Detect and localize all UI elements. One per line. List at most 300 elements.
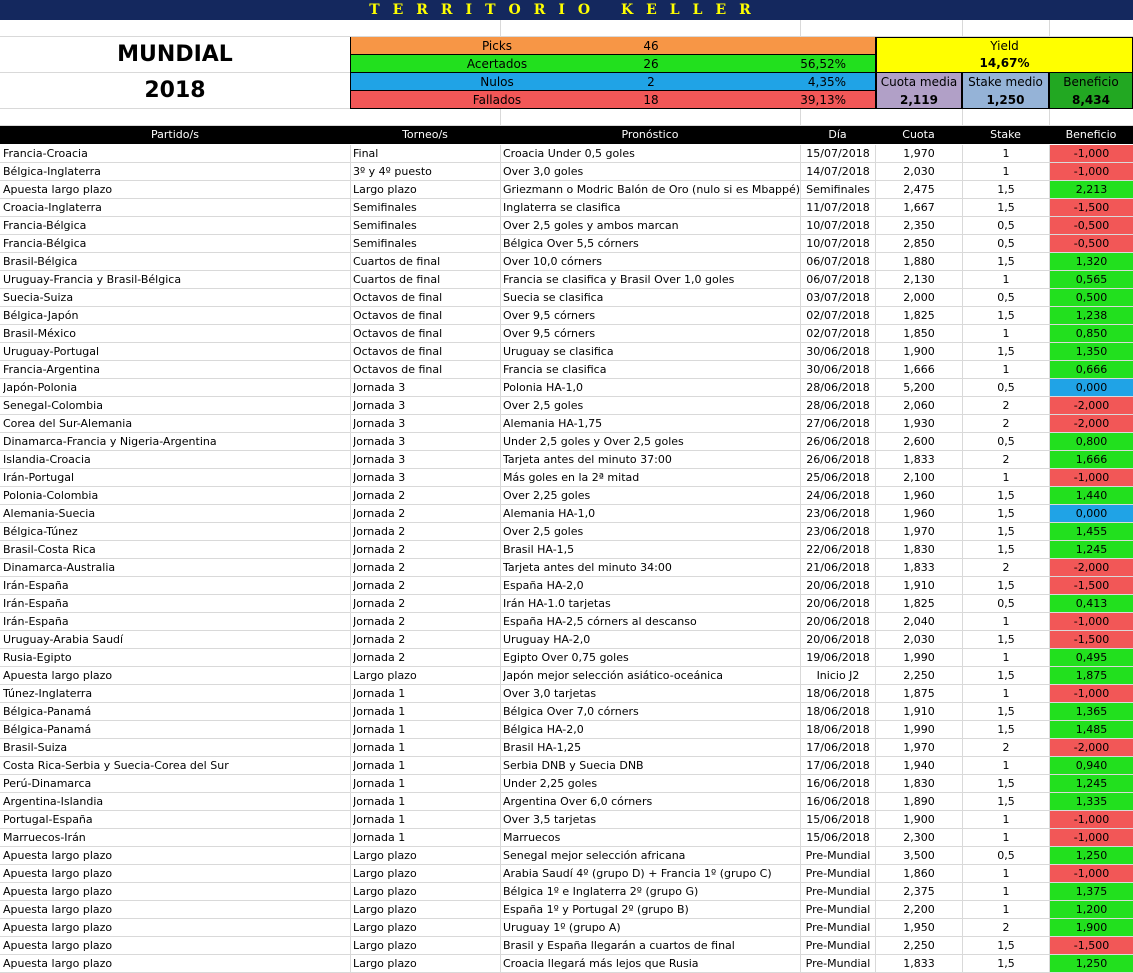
cell-divider <box>500 649 501 666</box>
prediction-cell: Japón mejor selección asiático-oceánica <box>503 669 724 682</box>
date-cell: 23/06/2018 <box>806 507 870 520</box>
prediction-cell: Under 2,5 goles y Over 2,5 goles <box>503 435 684 448</box>
cell-divider <box>350 577 351 594</box>
table-row <box>0 163 1133 181</box>
profit-cell: -1,500 <box>1050 937 1133 954</box>
cell-divider <box>500 253 501 270</box>
cell-divider <box>350 721 351 738</box>
date-cell: 26/06/2018 <box>806 435 870 448</box>
cell-divider <box>500 307 501 324</box>
stake-cell: 1,5 <box>997 669 1015 682</box>
cell-divider <box>500 739 501 756</box>
cell-divider <box>500 811 501 828</box>
tournament-cell: Jornada 1 <box>353 813 406 826</box>
cell-divider <box>350 595 351 612</box>
profit-cell: -1,000 <box>1050 829 1133 846</box>
stake-cell: 0,5 <box>997 597 1015 610</box>
column-header: Torneo/s <box>402 128 448 141</box>
tournament-cell: Jornada 1 <box>353 723 406 736</box>
stat-value: 1,250 <box>986 93 1025 107</box>
cell-divider <box>500 289 501 306</box>
prediction-cell: Croacia llegará más lejos que Rusia <box>503 957 699 970</box>
tournament-cell: Largo plazo <box>353 903 417 916</box>
cell-divider <box>350 613 351 630</box>
odds-cell: 2,350 <box>903 219 935 232</box>
cell-divider <box>350 433 351 450</box>
cell-divider <box>350 487 351 504</box>
cell-divider <box>500 595 501 612</box>
profit-cell: -1,000 <box>1050 163 1133 180</box>
table-row <box>0 559 1133 577</box>
date-cell: 10/07/2018 <box>806 237 870 250</box>
stake-cell: 0,5 <box>997 291 1015 304</box>
profit-cell: 1,375 <box>1050 883 1133 900</box>
match-cell: Francia-Bélgica <box>3 237 87 250</box>
column-header: Pronóstico <box>621 128 679 141</box>
odds-cell: 2,250 <box>903 939 935 952</box>
table-row <box>0 523 1133 541</box>
table-row <box>0 181 1133 199</box>
cell-divider <box>350 379 351 396</box>
date-cell: 18/06/2018 <box>806 723 870 736</box>
cell-divider <box>500 505 501 522</box>
prediction-cell: Bélgica HA-2,0 <box>503 723 584 736</box>
column-header: Día <box>828 128 847 141</box>
date-cell: 24/06/2018 <box>806 489 870 502</box>
profit-cell: -2,000 <box>1050 397 1133 414</box>
tournament-cell: Jornada 3 <box>353 453 406 466</box>
cell-divider <box>350 703 351 720</box>
prediction-cell: Alemania HA-1,0 <box>503 507 596 520</box>
date-cell: Pre-Mundial <box>805 921 871 934</box>
stake-cell: 1,5 <box>997 525 1015 538</box>
date-cell: Pre-Mundial <box>805 939 871 952</box>
stake-cell: 0,5 <box>997 219 1015 232</box>
table-row <box>0 595 1133 613</box>
cell-divider <box>500 145 501 162</box>
cell-divider <box>350 181 351 198</box>
prediction-cell: Irán HA-1.0 tarjetas <box>503 597 611 610</box>
page-subtitle-year: 2018 <box>144 78 206 103</box>
cell-divider <box>500 397 501 414</box>
prediction-cell: Arabia Saudí 4º (grupo D) + Francia 1º (grupo C) <box>503 867 772 880</box>
match-cell: Apuesta largo plazo <box>3 885 113 898</box>
table-row <box>0 883 1133 901</box>
stake-cell: 1,5 <box>997 777 1015 790</box>
tournament-cell: Cuartos de final <box>353 255 441 268</box>
prediction-cell: España HA-2,5 córners al descanso <box>503 615 697 628</box>
profit-cell: 2,213 <box>1050 181 1133 198</box>
stake-cell: 1,5 <box>997 705 1015 718</box>
profit-cell: 1,335 <box>1050 793 1133 810</box>
cell-divider <box>500 181 501 198</box>
table-row <box>0 631 1133 649</box>
tournament-cell: Largo plazo <box>353 957 417 970</box>
profit-cell: 1,245 <box>1050 775 1133 792</box>
profit-cell: -1,500 <box>1050 199 1133 216</box>
match-cell: Costa Rica-Serbia y Suecia-Corea del Sur <box>3 759 229 772</box>
prediction-cell: Francia se clasifica y Brasil Over 1,0 goles <box>503 273 735 286</box>
table-row <box>0 235 1133 253</box>
stake-cell: 0,5 <box>997 381 1015 394</box>
cell-divider <box>500 613 501 630</box>
yield-label: Yield <box>990 39 1019 53</box>
cell-divider <box>350 451 351 468</box>
tournament-cell: Octavos de final <box>353 363 443 376</box>
prediction-cell: Inglaterra se clasifica <box>503 201 621 214</box>
cell-divider <box>500 955 501 972</box>
match-cell: Túnez-Inglaterra <box>3 687 93 700</box>
match-cell: Marruecos-Irán <box>3 831 86 844</box>
cell-divider <box>350 883 351 900</box>
odds-cell: 2,060 <box>903 399 935 412</box>
cell-divider <box>350 541 351 558</box>
stake-cell: 0,5 <box>997 237 1015 250</box>
prediction-cell: Uruguay se clasifica <box>503 345 614 358</box>
stake-cell: 1,5 <box>997 489 1015 502</box>
odds-cell: 1,940 <box>903 759 935 772</box>
cell-divider <box>350 163 351 180</box>
date-cell: Inicio J2 <box>816 669 860 682</box>
profit-cell: -2,000 <box>1050 415 1133 432</box>
match-cell: Apuesta largo plazo <box>3 867 113 880</box>
column-header: Stake <box>990 128 1021 141</box>
tournament-cell: Largo plazo <box>353 183 417 196</box>
tournament-cell: Jornada 2 <box>353 579 406 592</box>
stake-cell: 1 <box>1002 831 1010 844</box>
stake-cell: 1,5 <box>997 633 1015 646</box>
cell-divider <box>500 235 501 252</box>
cell-divider <box>500 217 501 234</box>
date-cell: 06/07/2018 <box>806 255 870 268</box>
prediction-cell: Under 2,25 goles <box>503 777 598 790</box>
match-cell: Francia-Argentina <box>3 363 100 376</box>
odds-cell: 1,833 <box>903 957 935 970</box>
stake-cell: 0,5 <box>997 849 1015 862</box>
stake-cell: 1 <box>1002 813 1010 826</box>
cell-divider <box>500 487 501 504</box>
table-row <box>0 829 1133 847</box>
page-title: MUNDIAL <box>117 42 233 67</box>
stake-cell: 2 <box>1002 453 1010 466</box>
stake-cell: 1,5 <box>997 507 1015 520</box>
stake-cell: 2 <box>1002 561 1010 574</box>
cell-divider <box>500 523 501 540</box>
odds-cell: 1,860 <box>903 867 935 880</box>
cell-divider <box>350 847 351 864</box>
banner-title: TERRITORIO KELLER <box>0 0 1133 20</box>
date-cell: 18/06/2018 <box>806 687 870 700</box>
tournament-cell: Jornada 3 <box>353 471 406 484</box>
cell-divider <box>500 163 501 180</box>
cell-divider <box>350 901 351 918</box>
date-cell: 27/06/2018 <box>806 417 870 430</box>
table-row <box>0 361 1133 379</box>
summary-count: 46 <box>643 39 659 53</box>
odds-cell: 2,040 <box>903 615 935 628</box>
cell-divider <box>350 811 351 828</box>
odds-cell: 2,030 <box>903 633 935 646</box>
tournament-cell: Octavos de final <box>353 327 443 340</box>
profit-cell: -1,000 <box>1050 685 1133 702</box>
cell-divider <box>350 631 351 648</box>
match-cell: Islandia-Croacia <box>3 453 91 466</box>
profit-cell: 0,000 <box>1050 379 1133 396</box>
odds-cell: 2,030 <box>903 165 935 178</box>
match-cell: Irán-España <box>3 615 69 628</box>
cell-divider <box>500 721 501 738</box>
match-cell: Rusia-Egipto <box>3 651 72 664</box>
stake-cell: 1 <box>1002 363 1010 376</box>
summary-count: 2 <box>647 75 655 89</box>
odds-cell: 3,500 <box>903 849 935 862</box>
odds-cell: 2,250 <box>903 669 935 682</box>
summary-label: Picks <box>481 39 513 53</box>
table-row <box>0 541 1133 559</box>
table-row <box>0 937 1133 955</box>
odds-cell: 1,990 <box>903 651 935 664</box>
match-cell: Bélgica-Panamá <box>3 705 92 718</box>
date-cell: 15/07/2018 <box>806 147 870 160</box>
tournament-cell: Jornada 1 <box>353 831 406 844</box>
table-row <box>0 739 1133 757</box>
prediction-cell: Argentina Over 6,0 córners <box>503 795 653 808</box>
odds-cell: 1,825 <box>903 309 935 322</box>
summary-row <box>351 73 875 91</box>
tournament-cell: Jornada 2 <box>353 489 406 502</box>
odds-cell: 1,890 <box>903 795 935 808</box>
tournament-cell: Jornada 2 <box>353 651 406 664</box>
profit-cell: -1,500 <box>1050 631 1133 648</box>
tournament-cell: Jornada 1 <box>353 741 406 754</box>
tournament-cell: Jornada 2 <box>353 525 406 538</box>
profit-cell: 1,440 <box>1050 487 1133 504</box>
cell-divider <box>500 631 501 648</box>
date-cell: 17/06/2018 <box>806 741 870 754</box>
match-cell: Francia-Croacia <box>3 147 88 160</box>
match-cell: Argentina-Islandia <box>3 795 104 808</box>
summary-percent: 4,35% <box>807 75 846 89</box>
profit-cell: -1,000 <box>1050 865 1133 882</box>
tournament-cell: Jornada 1 <box>353 705 406 718</box>
match-cell: Brasil-Suiza <box>3 741 68 754</box>
odds-cell: 2,130 <box>903 273 935 286</box>
odds-cell: 2,200 <box>903 903 935 916</box>
table-row <box>0 433 1133 451</box>
odds-cell: 1,970 <box>903 525 935 538</box>
cell-divider <box>500 685 501 702</box>
date-cell: 22/06/2018 <box>806 543 870 556</box>
stake-cell: 1,5 <box>997 579 1015 592</box>
prediction-cell: Tarjeta antes del minuto 34:00 <box>503 561 672 574</box>
table-row <box>0 703 1133 721</box>
cell-divider <box>350 199 351 216</box>
date-cell: Pre-Mundial <box>805 957 871 970</box>
table-row <box>0 901 1133 919</box>
tournament-cell: Jornada 2 <box>353 507 406 520</box>
odds-cell: 2,100 <box>903 471 935 484</box>
stat-box <box>876 72 962 109</box>
stake-cell: 1,5 <box>997 939 1015 952</box>
table-row <box>0 793 1133 811</box>
summary-label: Acertados <box>466 57 528 71</box>
tournament-cell: Jornada 1 <box>353 795 406 808</box>
cell-divider <box>500 757 501 774</box>
match-cell: Apuesta largo plazo <box>3 183 113 196</box>
match-cell: Apuesta largo plazo <box>3 957 113 970</box>
stake-cell: 0,5 <box>997 435 1015 448</box>
odds-cell: 1,960 <box>903 507 935 520</box>
odds-cell: 1,830 <box>903 777 935 790</box>
match-cell: Bélgica-Japón <box>3 309 79 322</box>
odds-cell: 2,300 <box>903 831 935 844</box>
tournament-cell: Largo plazo <box>353 867 417 880</box>
table-row <box>0 199 1133 217</box>
table-row <box>0 865 1133 883</box>
profit-cell: 1,365 <box>1050 703 1133 720</box>
cell-divider <box>500 559 501 576</box>
stake-cell: 1 <box>1002 615 1010 628</box>
profit-cell: -1,000 <box>1050 613 1133 630</box>
date-cell: 25/06/2018 <box>806 471 870 484</box>
stat-value: 2,119 <box>900 93 938 107</box>
match-cell: Corea del Sur-Alemania <box>3 417 133 430</box>
odds-cell: 1,830 <box>903 543 935 556</box>
prediction-cell: Serbia DNB y Suecia DNB <box>503 759 644 772</box>
tournament-cell: Jornada 3 <box>353 381 406 394</box>
odds-cell: 2,475 <box>903 183 935 196</box>
odds-cell: 1,833 <box>903 561 935 574</box>
match-cell: Irán-España <box>3 579 69 592</box>
cell-divider <box>350 919 351 936</box>
tournament-cell: Jornada 2 <box>353 543 406 556</box>
odds-cell: 1,833 <box>903 453 935 466</box>
summary-row <box>351 55 875 73</box>
date-cell: 20/06/2018 <box>806 633 870 646</box>
date-cell: 21/06/2018 <box>806 561 870 574</box>
prediction-cell: Over 9,5 córners <box>503 309 596 322</box>
profit-cell: 1,485 <box>1050 721 1133 738</box>
match-cell: Bélgica-Inglaterra <box>3 165 101 178</box>
table-row <box>0 415 1133 433</box>
tournament-cell: Jornada 2 <box>353 615 406 628</box>
date-cell: Pre-Mundial <box>805 867 871 880</box>
cell-divider <box>350 307 351 324</box>
date-cell: 16/06/2018 <box>806 795 870 808</box>
tournament-cell: Jornada 3 <box>353 399 406 412</box>
yield-value: 14,67% <box>979 56 1030 70</box>
odds-cell: 1,930 <box>903 417 935 430</box>
table-row <box>0 469 1133 487</box>
prediction-cell: España HA-2,0 <box>503 579 584 592</box>
profit-cell: 0,500 <box>1050 289 1133 306</box>
tournament-cell: Octavos de final <box>353 309 443 322</box>
table-row <box>0 613 1133 631</box>
date-cell: 20/06/2018 <box>806 579 870 592</box>
table-row <box>0 577 1133 595</box>
stake-cell: 2 <box>1002 399 1010 412</box>
cell-divider <box>350 793 351 810</box>
stake-cell: 1,5 <box>997 255 1015 268</box>
tournament-cell: Cuartos de final <box>353 273 441 286</box>
match-cell: Suecia-Suiza <box>3 291 74 304</box>
tournament-cell: Jornada 1 <box>353 759 406 772</box>
tournament-cell: Jornada 3 <box>353 435 406 448</box>
match-cell: Apuesta largo plazo <box>3 849 113 862</box>
date-cell: 23/06/2018 <box>806 525 870 538</box>
prediction-cell: Uruguay 1º (grupo A) <box>503 921 621 934</box>
summary-count: 18 <box>643 93 659 107</box>
cell-divider <box>500 577 501 594</box>
date-cell: Pre-Mundial <box>805 849 871 862</box>
stake-cell: 1 <box>1002 147 1010 160</box>
table-row <box>0 397 1133 415</box>
match-cell: Irán-España <box>3 597 69 610</box>
cell-divider <box>350 559 351 576</box>
odds-cell: 1,950 <box>903 921 935 934</box>
cell-divider <box>350 361 351 378</box>
table-row <box>0 217 1133 235</box>
table-row <box>0 775 1133 793</box>
tournament-cell: Semifinales <box>353 237 417 250</box>
cell-divider <box>500 919 501 936</box>
tournament-cell: Semifinales <box>353 219 417 232</box>
date-cell: 02/07/2018 <box>806 327 870 340</box>
table-row <box>0 343 1133 361</box>
prediction-cell: Tarjeta antes del minuto 37:00 <box>503 453 672 466</box>
prediction-cell: Over 2,25 goles <box>503 489 591 502</box>
profit-cell: -2,000 <box>1050 559 1133 576</box>
match-cell: Japón-Polonia <box>3 381 78 394</box>
prediction-cell: Más goles en la 2ª mitad <box>503 471 640 484</box>
cell-divider <box>500 793 501 810</box>
table-row <box>0 487 1133 505</box>
match-cell: Brasil-México <box>3 327 77 340</box>
stat-label: Stake medio <box>968 75 1043 89</box>
odds-cell: 1,970 <box>903 147 935 160</box>
table-header <box>0 126 1133 144</box>
tournament-cell: Jornada 2 <box>353 561 406 574</box>
odds-cell: 1,910 <box>903 705 935 718</box>
odds-cell: 5,200 <box>903 381 935 394</box>
table-row <box>0 253 1133 271</box>
odds-cell: 1,875 <box>903 687 935 700</box>
date-cell: 15/06/2018 <box>806 831 870 844</box>
match-cell: Alemania-Suecia <box>3 507 96 520</box>
profit-cell: 1,250 <box>1050 955 1133 972</box>
odds-cell: 1,666 <box>903 363 935 376</box>
date-cell: 11/07/2018 <box>806 201 870 214</box>
profit-cell: 1,875 <box>1050 667 1133 684</box>
profit-cell: 1,250 <box>1050 847 1133 864</box>
stake-cell: 2 <box>1002 741 1010 754</box>
cell-divider <box>350 253 351 270</box>
prediction-cell: Over 2,5 goles <box>503 399 584 412</box>
cell-divider <box>350 937 351 954</box>
prediction-cell: Bélgica 1º e Inglaterra 2º (grupo G) <box>503 885 699 898</box>
cell-divider <box>350 649 351 666</box>
profit-cell: 1,900 <box>1050 919 1133 936</box>
match-cell: Perú-Dinamarca <box>3 777 92 790</box>
prediction-cell: Polonia HA-1,0 <box>503 381 584 394</box>
tournament-cell: Largo plazo <box>353 669 417 682</box>
odds-cell: 1,900 <box>903 813 935 826</box>
prediction-cell: Suecia se clasifica <box>503 291 604 304</box>
cell-divider <box>350 955 351 972</box>
cell-divider <box>500 937 501 954</box>
stake-cell: 1,5 <box>997 795 1015 808</box>
prediction-cell: Brasil y España llegarán a cuartos de final <box>503 939 735 952</box>
